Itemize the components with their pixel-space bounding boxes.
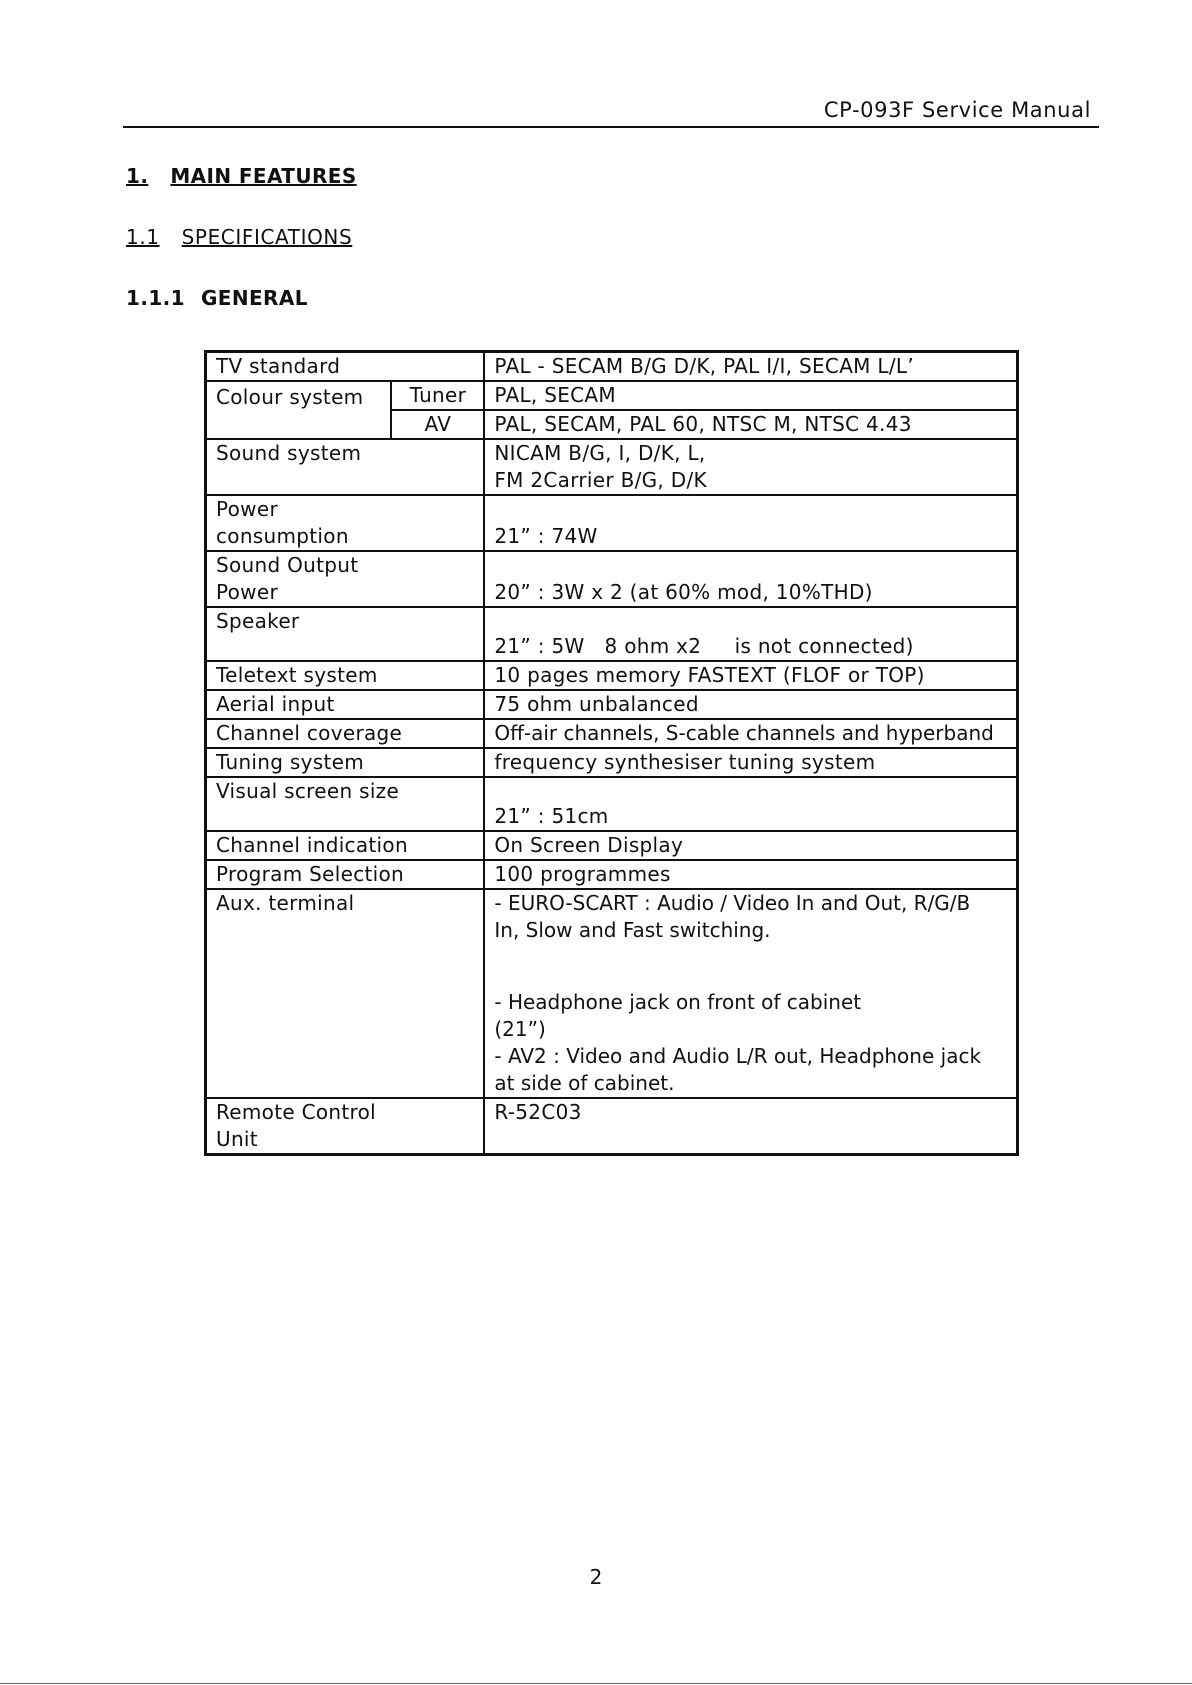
spec-label: Speaker (206, 607, 485, 661)
spec-value-line: - Headphone jack on front of cabinet (494, 990, 862, 1014)
section-title: MAIN FEATURES (170, 164, 357, 188)
spec-value: 21” : 74W (484, 495, 1017, 551)
spec-value-line: - EURO-SCART : Audio / Video In and Out, R/G/B (494, 891, 971, 915)
spec-value-line: - AV2 : Video and Audio L/R out, Headphone jack (494, 1044, 982, 1068)
spec-label: Colour system (216, 385, 364, 409)
spec-value: Off-air channels, S-cable channels and hyperband (484, 719, 1017, 748)
spec-value: 100 programmes (484, 860, 1017, 889)
spec-label: Aux. terminal (206, 889, 485, 1098)
spec-value: On Screen Display (484, 831, 1017, 860)
table-row (206, 1098, 1018, 1155)
spec-label-line: Sound Output (216, 553, 359, 577)
colour-system-cell (207, 382, 483, 438)
table-row (206, 607, 1018, 661)
table-row (206, 381, 1018, 410)
spec-value: 21” : 51cm (484, 777, 1017, 831)
table-row (206, 690, 1018, 719)
spec-value: 75 ohm unbalanced (484, 690, 1017, 719)
table-row (206, 831, 1018, 860)
spec-label (206, 495, 485, 551)
table-row (206, 352, 1018, 382)
spec-value: 21” : 5W 8 ohm x2 is not connected) (484, 607, 1017, 661)
spec-label (206, 1098, 485, 1155)
spec-value: PAL, SECAM (484, 381, 1017, 410)
spec-label-line: Power (216, 580, 278, 604)
subsection-title: SPECIFICATIONS (181, 225, 353, 249)
table-row (206, 860, 1018, 889)
spec-value: frequency synthesiser tuning system (484, 748, 1017, 777)
spec-value: 10 pages memory FASTEXT (FLOF or TOP) (484, 661, 1017, 690)
table-row (206, 551, 1018, 607)
spec-label-cell (206, 381, 485, 439)
av-label: AV (424, 412, 452, 436)
spec-label: Channel indication (206, 831, 485, 860)
spec-label-line: Remote Control (216, 1100, 377, 1124)
spec-label: Visual screen size (206, 777, 485, 831)
spec-value (484, 889, 1017, 1098)
table-row (206, 748, 1018, 777)
section-heading (126, 164, 357, 188)
table-row (206, 439, 1018, 495)
spec-value: PAL, SECAM, PAL 60, NTSC M, NTSC 4.43 (484, 410, 1017, 439)
colour-system-sub-labels (390, 382, 483, 438)
subsubsection-title: GENERAL (200, 286, 308, 310)
table-row (206, 495, 1018, 551)
table-row (206, 719, 1018, 748)
spec-value-line: at side of cabinet. (494, 1071, 675, 1095)
spec-label-line: consumption (216, 524, 349, 548)
tuner-label: Tuner (392, 382, 483, 411)
spec-value-line: FM 2Carrier B/G, D/K (494, 468, 707, 492)
spec-label: Sound system (206, 439, 485, 495)
spec-label: Tuning system (206, 748, 485, 777)
subsubsection-heading (126, 286, 308, 310)
spec-label: Program Selection (206, 860, 485, 889)
page-number: 2 (589, 1565, 603, 1589)
spec-value: 20” : 3W x 2 (at 60% mod, 10%THD) (484, 551, 1017, 607)
subsection-heading (126, 225, 352, 249)
spec-value: PAL - SECAM B/G D/K, PAL I/I, SECAM L/L’ (484, 352, 1017, 382)
spec-label: Teletext system (206, 661, 485, 690)
page-header (123, 96, 1099, 128)
spec-value: R-52C03 (484, 1098, 1017, 1155)
spec-label-line: Unit (216, 1127, 258, 1151)
spec-value-line: (21”) (494, 1017, 546, 1041)
table-row (206, 889, 1018, 1098)
specifications-table (204, 350, 1019, 1156)
spec-value (484, 439, 1017, 495)
bottom-divider (0, 1683, 1192, 1684)
subsubsection-number: 1.1.1 (126, 286, 185, 310)
table-row (206, 777, 1018, 831)
section-number: 1. (126, 164, 149, 188)
subsection-number: 1.1 (126, 225, 160, 249)
spec-label: Channel coverage (206, 719, 485, 748)
table-row (206, 661, 1018, 690)
spec-value-line: NICAM B/G, I, D/K, L, (494, 441, 706, 465)
spec-label: Aerial input (206, 690, 485, 719)
spec-label: TV standard (206, 352, 485, 382)
document-title: CP-093F Service Manual (823, 98, 1091, 122)
spec-label (206, 551, 485, 607)
spec-label-line: Power (216, 497, 278, 521)
spec-value-line: In, Slow and Fast switching. (494, 918, 771, 942)
